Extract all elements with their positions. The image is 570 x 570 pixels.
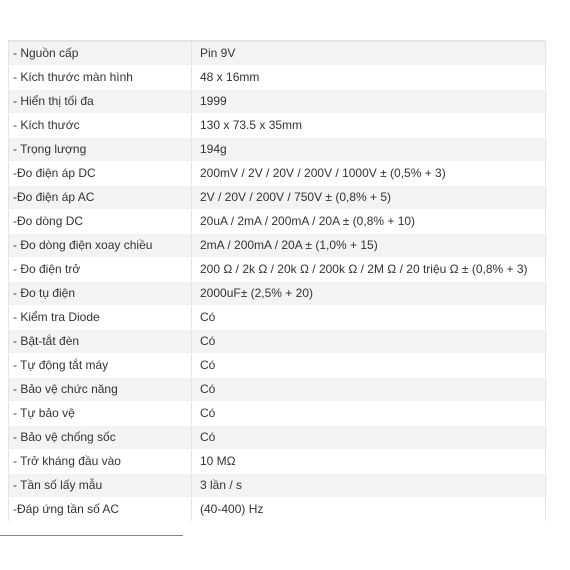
spec-row <box>9 41 546 66</box>
spec-label: - Trở kháng đầu vào <box>9 450 192 474</box>
spec-row <box>9 66 546 90</box>
spec-value: 1999 <box>192 90 546 114</box>
spec-label: - Tự động tắt máy <box>9 354 192 378</box>
spec-label: -Đo dòng DC <box>9 210 192 234</box>
spec-row <box>9 90 546 114</box>
spec-value: Có <box>192 378 546 402</box>
spec-value: 10 MΩ <box>192 450 546 474</box>
spec-row <box>9 282 546 306</box>
spec-value: 48 x 16mm <box>192 66 546 90</box>
spec-row <box>9 474 546 498</box>
spec-value: Có <box>192 354 546 378</box>
spec-label: - Đo dòng điện xoay chiều <box>9 234 192 258</box>
spec-row <box>9 450 546 474</box>
spec-value: Có <box>192 426 546 450</box>
spec-label: - Bảo vệ chức năng <box>9 378 192 402</box>
spec-value: 130 x 73.5 x 35mm <box>192 114 546 138</box>
spec-label: - Bật-tắt đèn <box>9 330 192 354</box>
spec-value: 194g <box>192 138 546 162</box>
spec-label: -Đo điện áp DC <box>9 162 192 186</box>
spec-value: 2V / 20V / 200V / 750V ± (0,8% + 5) <box>192 186 546 210</box>
spec-label: - Nguồn cấp <box>9 41 192 66</box>
spec-label: - Hiển thị tối đa <box>9 90 192 114</box>
spec-row <box>9 378 546 402</box>
spec-value: Có <box>192 306 546 330</box>
spec-value: 200 Ω / 2k Ω / 20k Ω / 200k Ω / 2M Ω / 20 triệu Ω ± (0,8% + 3) <box>192 258 546 282</box>
spec-table <box>8 40 546 522</box>
spec-row <box>9 306 546 330</box>
spec-value: 20uA / 2mA / 200mA / 20A ± (0,8% + 10) <box>192 210 546 234</box>
spec-value: 3 lần / s <box>192 474 546 498</box>
spec-label: - Kích thước màn hình <box>9 66 192 90</box>
spec-value: (40-400) Hz <box>192 498 546 522</box>
spec-label: - Trọng lượng <box>9 138 192 162</box>
spec-row <box>9 258 546 282</box>
spec-label: - Tự bảo vệ <box>9 402 192 426</box>
spec-row <box>9 114 546 138</box>
spec-value: Có <box>192 402 546 426</box>
spec-value: 200mV / 2V / 20V / 200V / 1000V ± (0,5% + 3) <box>192 162 546 186</box>
spec-value: Có <box>192 330 546 354</box>
spec-row <box>9 426 546 450</box>
spec-row <box>9 186 546 210</box>
spec-label: -Đo điện áp AC <box>9 186 192 210</box>
spec-label: -Đáp ứng tần số AC <box>9 498 192 522</box>
spec-row <box>9 498 546 522</box>
spec-label: - Kích thước <box>9 114 192 138</box>
spec-row <box>9 138 546 162</box>
spec-label: - Bảo vệ chống sốc <box>9 426 192 450</box>
spec-row <box>9 234 546 258</box>
spec-value: 2mA / 200mA / 20A ± (1,0% + 15) <box>192 234 546 258</box>
spec-row <box>9 162 546 186</box>
spec-row <box>9 354 546 378</box>
spec-label: - Đo điện trở <box>9 258 192 282</box>
spec-label: - Tần số lấy mẫu <box>9 474 192 498</box>
spec-value: Pin 9V <box>192 41 546 66</box>
spec-table-body <box>9 41 546 522</box>
spec-row <box>9 210 546 234</box>
accent-divider <box>0 535 183 536</box>
spec-row <box>9 330 546 354</box>
spec-label: - Kiểm tra Diode <box>9 306 192 330</box>
spec-value: 2000uF± (2,5% + 20) <box>192 282 546 306</box>
spec-label: - Đo tụ điện <box>9 282 192 306</box>
spec-row <box>9 402 546 426</box>
